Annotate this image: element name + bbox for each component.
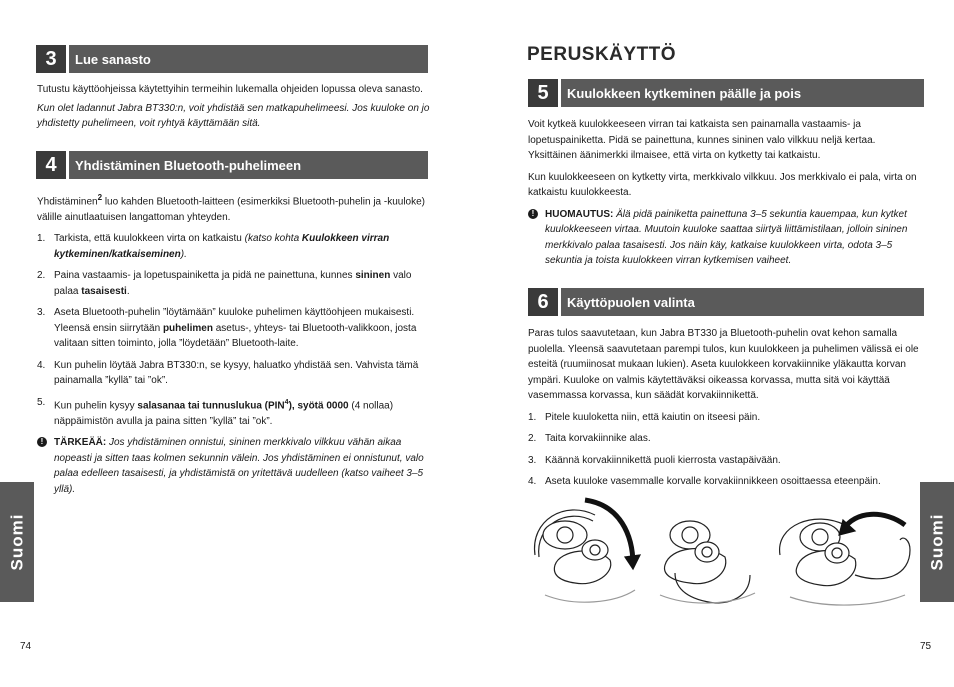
section-6-header [528, 288, 924, 316]
section-3-paragraph-2: Kun olet ladannut Jabra BT330:n, voit yhdistää sen matkapuhelimeesi. Jos kuuloke on jo yhdistetty puhelimeen, voit ryhtyä käyttämään sitä. [37, 102, 430, 129]
important-note: ! TÄRKEÄÄ: Jos yhdistäminen onnistui, sininen merkkivalo vilkkuu vähän aikaa nopeasti ja sitten taas kolmen sekunnin välein. Jos yhdistäminen ei onnistunut, valo palaa edelleen tasaisesti, ja yhdistämistä on yritettävä uudelleen (katso vaiheet 3–5 yllä). [37, 435, 429, 497]
section-5-paragraph-1: Voit kytkeä kuulokkeeseen virran tai katkaista sen painamalla vastaamis- ja lopetuspainiketta. Pidä se painettuna, kunnes sininen valo vilkkuu neljä kertaa. Yksittäinen äänimerkki ilmaisee, että virta on kytketty tai katkaistu. [528, 119, 876, 161]
list-item: 4. Kun puhelin löytää Jabra BT330:n, se kysyy, haluatko yhdistää sen. Vahvista tämä painamalla ”kyllä” tai ”ok”. [37, 359, 419, 387]
notice-note: ! HUOMAUTUS: Älä pidä painiketta painettuna 3–5 sekuntia kauempaa, kun kytket kuulokkeeseen virtaa. Muutoin kuuloke saattaa siirtyä liittämistilaan, jolloin sininen merkkivalo palaa tasaisesti. Jos näin käy, katkaise kuulokkeen virta, odota 3–5 sekuntia ja toista kuulokkeen virran kytkemisen vaiheet. [528, 207, 922, 269]
language-tab: Suomi [0, 482, 34, 602]
section-6-number: 6 [528, 288, 558, 316]
list-item: 3. Aseta Bluetooth-puhelin ”löytämään” kuuloke puhelimen käyttöohjeen mukaisesti. Yleensä ensin siirrytään puhelimen asetus-, yhteys- tai Bluetooth-valikkoon, josta valitaan sitten toiminto, jolla ”löydetään” Bluetooth-laite. [37, 307, 417, 350]
list-item: 4. Aseta kuuloke vasemmalle korvalle korvakiinnikkeen osoittaessa eteenpäin. [528, 476, 881, 487]
list-item: 1. Pitele kuuloketta niin, että kaiutin on itseesi päin. [528, 411, 761, 423]
page-number: 74 [20, 641, 32, 652]
section-5-title: Kuulokkeen kytkeminen päälle ja pois [561, 79, 924, 107]
section-3-number: 3 [36, 45, 66, 73]
list-item: 5. Kun puhelin kysyy salasanaa tai tunnuslukua (PIN$^4$), syötä 0000 (4 nollaa) näppäimistön avulla ja paina sitten ”kyllä” tai ”ok”. [37, 396, 394, 427]
section-6-body [528, 326, 922, 496]
section-4-number: 4 [36, 151, 66, 179]
section-6-title: Käyttöpuolen valinta [561, 288, 924, 316]
section-6-paragraph: Paras tulos saavutetaan, kun Jabra BT330 ja Bluetooth-puhelin ovat kehon samalla puolella. Yleensä saavutetaan parempi tulos, kun kuulokkeen ja puhelimen välissä ei ole esteitä (ruumiinosat mukaan lukien). Aseta kuulokkeen korvakiinnike yläkautta korvan ympäri. Kuuloke on valmis käytettäväksi oikeassa korvassa, mutta sitä voi käyttää vasemmassa korvassa, kun säädät korvakiinnikettä. [528, 328, 919, 401]
page-number: 75 [920, 641, 932, 652]
earhook-illustration [525, 495, 925, 620]
section-3-paragraph-1: Tutustu käyttöohjeissa käytettyihin termeihin lukemalla ohjeiden lopussa oleva sanasto. [37, 84, 423, 95]
section-5-paragraph-2: Kun kuulokkeeseen on kytketty virta, merkkivalo vilkkuu. Jos merkkivalo ei pala, virta on katkaistu kuulokkeesta. [528, 171, 917, 198]
language-tab: Suomi [920, 482, 954, 602]
wearing-steps-list [528, 410, 922, 490]
right-page [477, 0, 954, 687]
warning-icon: ! [37, 435, 54, 497]
section-4-body [37, 190, 429, 497]
warning-icon: ! [528, 207, 545, 269]
section-3-header [36, 45, 428, 73]
section-3-title: Lue sanasto [69, 45, 428, 73]
section-4-intro: Yhdistäminen$^2$ luo kahden Bluetooth-laitteen (esimerkiksi Bluetooth-puhelin ja -kuuloke) välille ainutlaatuisen langattoman yhteyden. [37, 193, 426, 223]
list-item: 2. Paina vastaamis- ja lopetuspainiketta ja pidä ne painettuna, kunnes sininen valo palaa tasaisesti. [37, 270, 412, 297]
list-item: 3. Käännä korvakiinnikettä puoli kierrosta vastapäivään. [528, 454, 781, 466]
chapter-title: PERUSKÄYTTÖ [527, 44, 677, 65]
section-5-header [528, 79, 924, 107]
section-4-header [36, 151, 428, 179]
section-4-title: Yhdistäminen Bluetooth-puhelimeen [69, 151, 428, 179]
list-item: 2. Taita korvakiinnike alas. [528, 433, 651, 444]
pairing-steps-list [37, 231, 429, 429]
section-5-body [528, 117, 922, 269]
section-5-number: 5 [528, 79, 558, 107]
section-3-body [37, 82, 432, 132]
list-item: 1. Tarkista, että kuulokkeen virta on katkaistu (katso kohta Kuulokkeen virran kytkeminen/katkaiseminen). [37, 233, 390, 260]
headset-2-icon [660, 521, 755, 603]
